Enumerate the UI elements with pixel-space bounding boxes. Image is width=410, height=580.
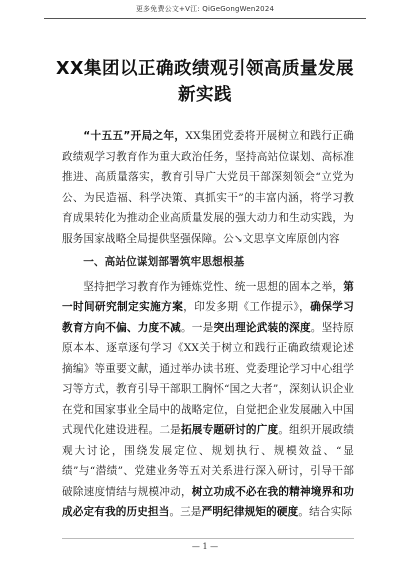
intro-text: XX集团党委将开展树立和践行正确政绩观学习教育作为重大政治任务，坚持高站位谋划、高标准推进、高质量落实，教育引导广大党员干部深刻领会“立党为公、为民造福、科学决策、真抓实干”的丰富内涵，将学习教育成果转化为推动企业高质量发展的强大动力和生动实践，为服务国家战略全局提供坚强保障。公↘文思享文库原创内容 [62,130,354,245]
paragraph-text: ，印发多期《工作提示》， [183,301,311,313]
paragraph-text: 坚持把学习教育作为锤炼党性、统一思想的固本之举， [83,280,344,293]
paragraph-emphasis: 突出理论武装的深度 [213,321,311,334]
paragraph-text: 。三是 [169,506,202,518]
paragraph-text: 。结合实际 [298,506,353,518]
paragraph-emphasis: 严明纪律规矩的硬度 [201,506,299,518]
section-paragraph [62,277,354,523]
header-divider [44,18,366,19]
paragraph-emphasis: 树立功成不必在我的精神境界和功成必定有我的历史担当 [62,485,354,518]
paragraph-text: 。组织开展政绩观大讨论，围绕发展定位、规划执行、规模效益、“显绩”与“潜绩”、党建业务等五对关系进行深入研讨，引导干部破除速度情结与规模冲动， [62,424,354,498]
section-heading: 一、高站位谋划部署筑牢思想根基 [83,256,245,268]
footer-divider [62,538,354,539]
page-number: — 1 — [191,542,219,551]
document-body [62,126,354,523]
paragraph-emphasis: 确保学习教育方向不偏、力度不减 [62,301,354,334]
intro-lead: “十五五”开局之年， [83,130,186,142]
paragraph-text: 。一是 [180,321,214,334]
intro-paragraph [62,126,354,249]
document-title: XX集团以正确政绩观引领高质量发展新实践 [56,59,354,105]
paragraph-emphasis: 拓展专题研讨的广度 [180,424,279,436]
paragraph-text: 。坚持原原本本、逐章逐句学习《XX关于树立和践行正确政绩观论述摘编》等重要文献，通过举办读书班、党委理论学习中心组学习等方式，教育引导干部职工胸怀“国之大者”，深刻认识企业在党和国家事业全局中的战略定位，自觉把企业发展融入中国式现代化建设进程。二是 [62,321,354,436]
header-note: 更多免费公文+V江: QiGeGongWen2024 [135,5,275,13]
paragraph-emphasis: 第一时间研究制定实施方案 [62,280,354,313]
